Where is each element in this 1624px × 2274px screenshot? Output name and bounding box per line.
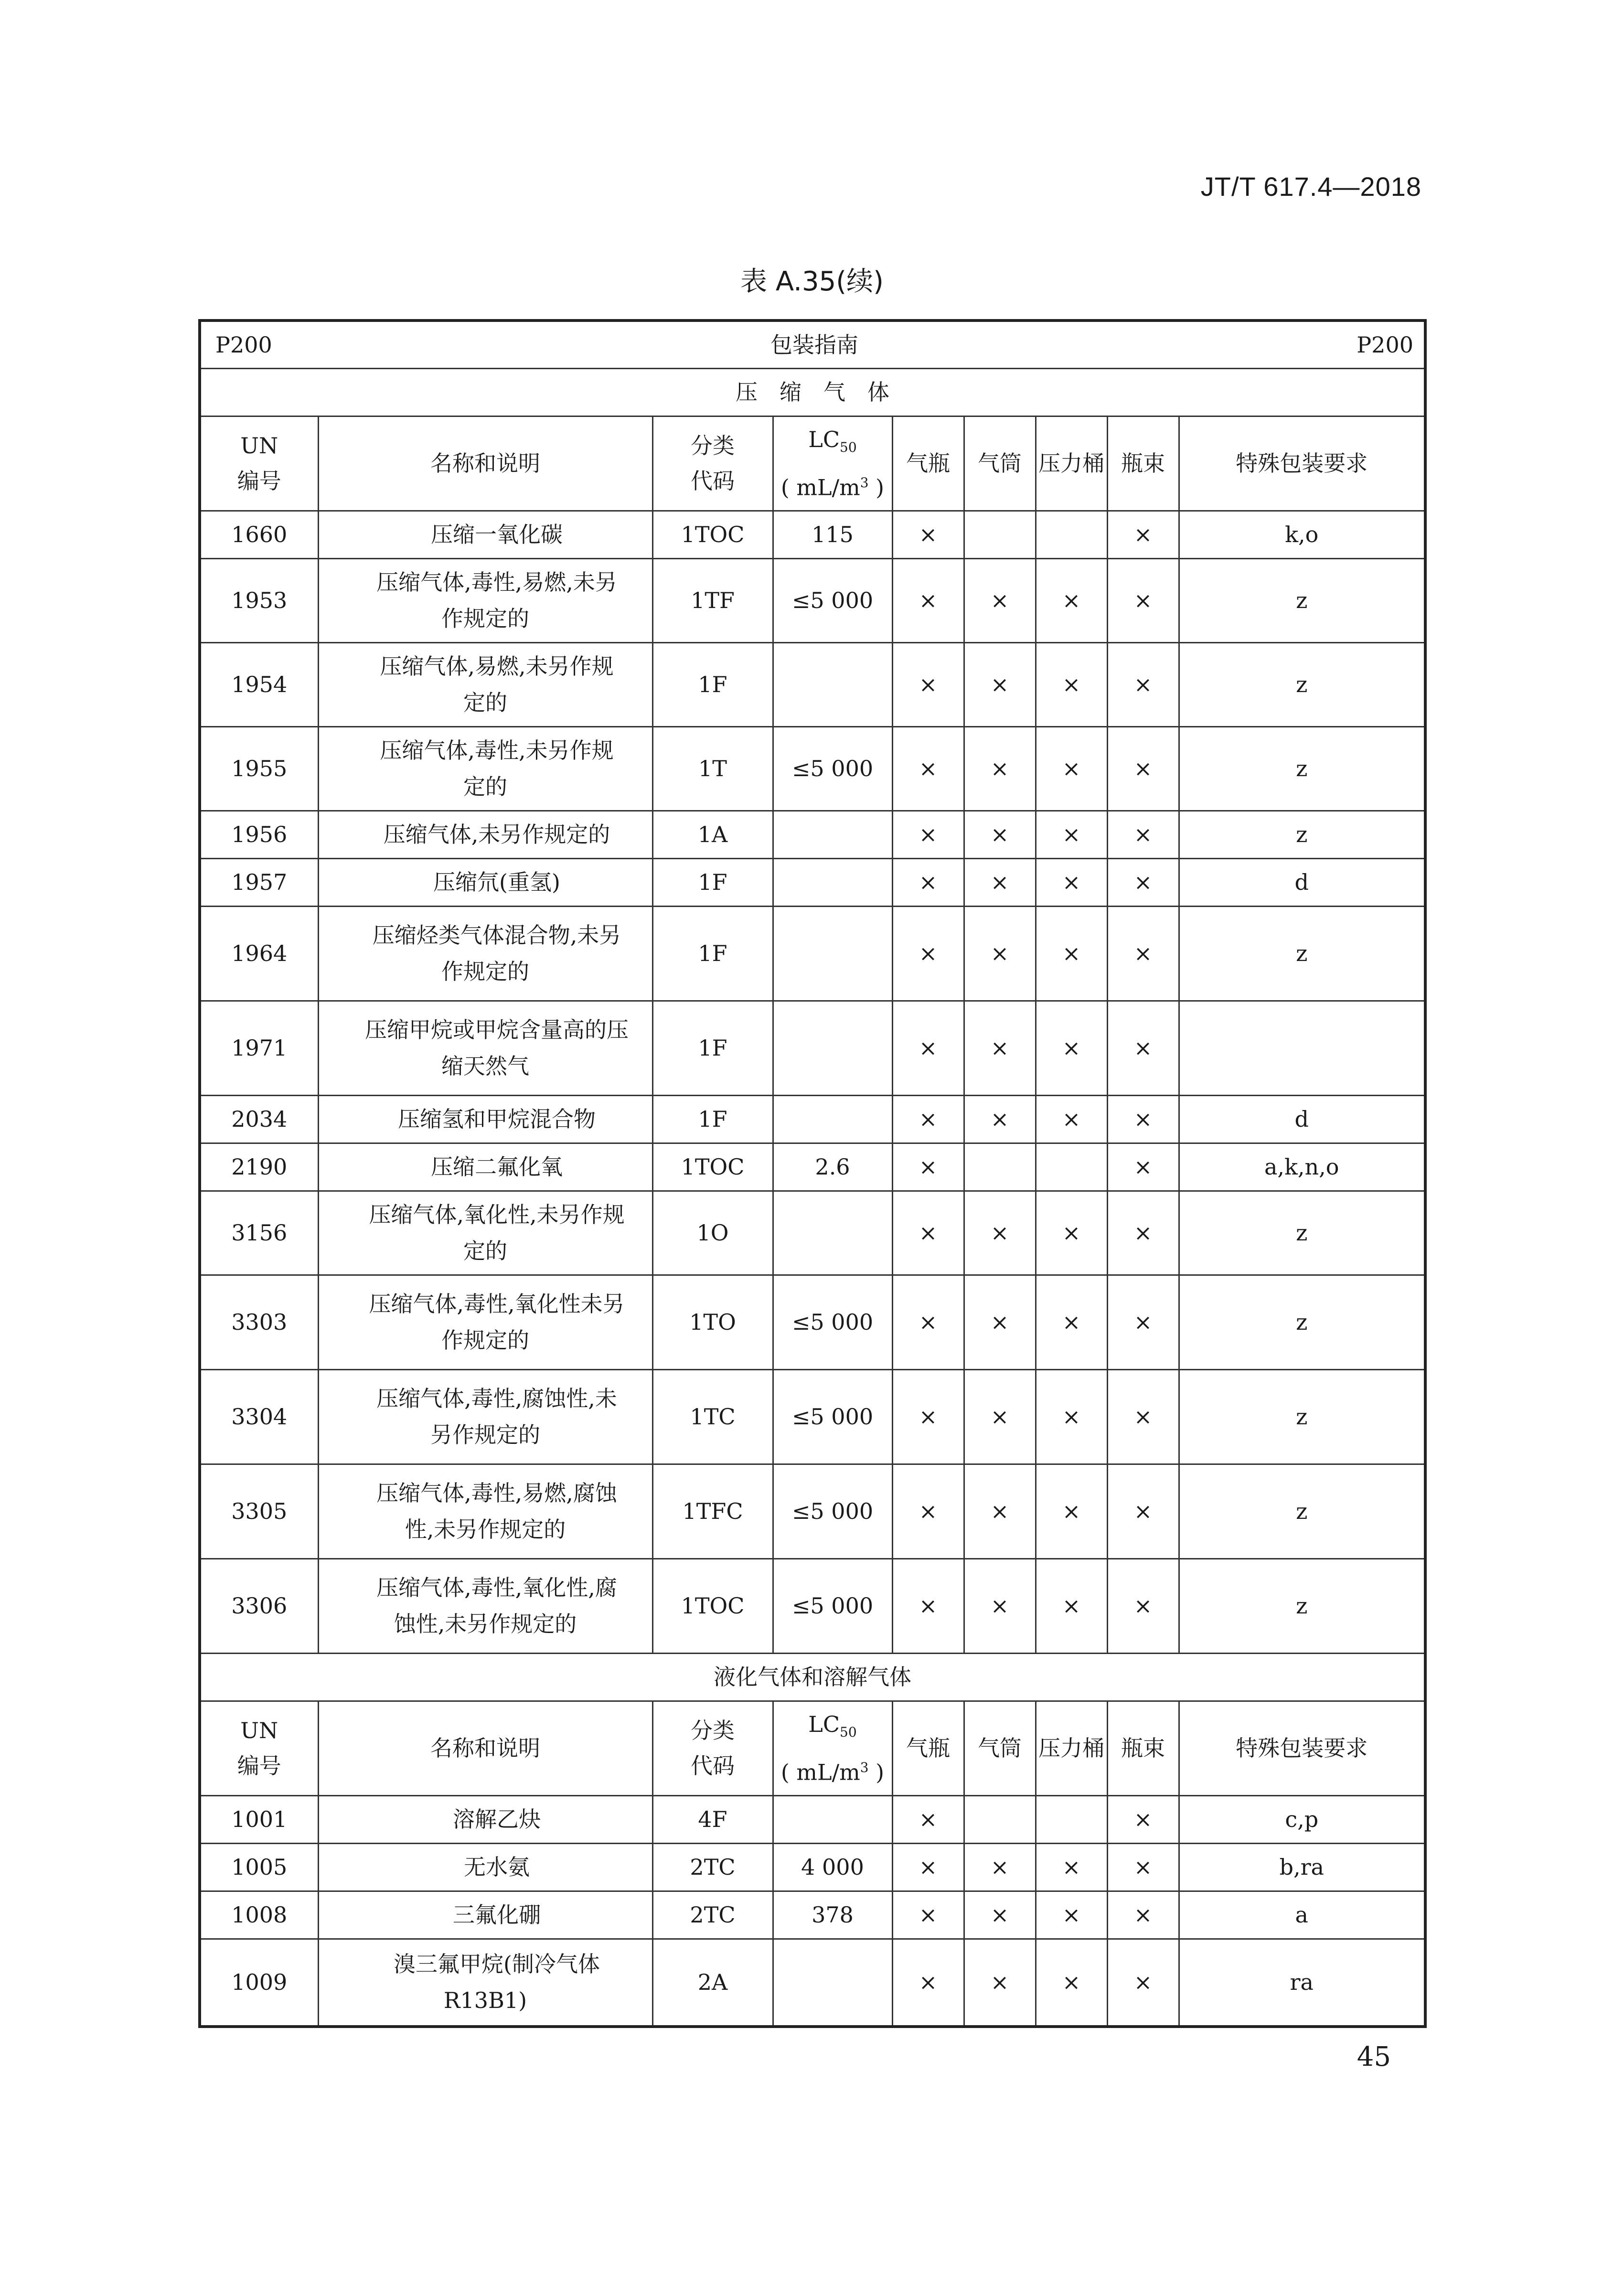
cell-class-code: 1A bbox=[652, 811, 773, 858]
cell-tube: × bbox=[964, 558, 1036, 642]
cell-bundle: × bbox=[1107, 1795, 1179, 1843]
cell-bundle: × bbox=[1107, 811, 1179, 858]
cell-name bbox=[318, 906, 652, 1001]
cell-class-code: 4F bbox=[652, 1795, 773, 1843]
cell-lc50: 115 bbox=[773, 511, 892, 558]
cell-special-requirements: z bbox=[1179, 906, 1425, 1001]
col-header-class-line2: 代码 bbox=[691, 1753, 735, 1779]
col-header-class-code bbox=[652, 1701, 773, 1795]
section-title: 压 缩 气 体 bbox=[200, 368, 1425, 416]
lc-unit-post: ) bbox=[868, 1759, 885, 1785]
table-row bbox=[200, 1795, 1425, 1843]
cell-class-code: 1T bbox=[652, 726, 773, 811]
header-right-code: P200 bbox=[1357, 331, 1413, 358]
cell-special-requirements: z bbox=[1179, 1369, 1425, 1464]
cell-name-line: 压缩气体,毒性,未另作规 bbox=[380, 737, 614, 763]
cell-lc50 bbox=[773, 642, 892, 726]
cell-cylinder: × bbox=[892, 858, 964, 906]
cell-name-line: 压缩二氟化氧 bbox=[431, 1154, 563, 1180]
table-row bbox=[200, 1939, 1425, 2027]
col-header-class-line1: 分类 bbox=[691, 1718, 735, 1743]
cell-tube: × bbox=[964, 858, 1036, 906]
col-header-name: 名称和说明 bbox=[318, 416, 652, 511]
cell-lc50: ≤5 000 bbox=[773, 1369, 892, 1464]
cell-special-requirements: z bbox=[1179, 811, 1425, 858]
col-header-name: 名称和说明 bbox=[318, 1701, 652, 1795]
cell-lc50 bbox=[773, 1795, 892, 1843]
cell-special-requirements: b,ra bbox=[1179, 1843, 1425, 1891]
cell-name-line: 溴三氟甲烷(制冷气体 bbox=[394, 1951, 600, 1977]
col-header-lc50-unit bbox=[778, 465, 888, 505]
header-title: 包装指南 bbox=[770, 331, 858, 358]
cell-un-number: 1964 bbox=[200, 906, 318, 1001]
cell-pressure-drum bbox=[1036, 1795, 1107, 1843]
cell-cylinder: × bbox=[892, 1095, 964, 1143]
table-row bbox=[200, 1095, 1425, 1143]
cell-cylinder: × bbox=[892, 1464, 964, 1559]
cell-tube bbox=[964, 1795, 1036, 1843]
col-header-lc50-line1 bbox=[778, 422, 888, 465]
cell-pressure-drum: × bbox=[1036, 1275, 1107, 1369]
table-body bbox=[200, 320, 1425, 2027]
cell-special-requirements: z bbox=[1179, 1191, 1425, 1275]
cell-cylinder: × bbox=[892, 1891, 964, 1939]
cell-cylinder: × bbox=[892, 1795, 964, 1843]
col-header-tube: 气筒 bbox=[964, 416, 1036, 511]
lc-main: LC bbox=[808, 426, 840, 452]
cell-special-requirements bbox=[1179, 1001, 1425, 1095]
cell-name-line: 蚀性,未另作规定的 bbox=[394, 1611, 577, 1637]
col-header-cylinder: 气瓶 bbox=[892, 416, 964, 511]
cell-cylinder: × bbox=[892, 1843, 964, 1891]
cell-name bbox=[318, 642, 652, 726]
lc-unit-sup: 3 bbox=[860, 474, 869, 491]
cell-tube: × bbox=[964, 726, 1036, 811]
cell-name-line: 三氟化硼 bbox=[453, 1902, 541, 1928]
cell-class-code: 1TC bbox=[652, 1369, 773, 1464]
cell-tube: × bbox=[964, 1559, 1036, 1653]
packing-instruction-table bbox=[198, 319, 1427, 2028]
cell-un-number: 1008 bbox=[200, 1891, 318, 1939]
cell-name-line: 压缩气体,毒性,氧化性,腐 bbox=[376, 1575, 617, 1601]
cell-name-line: 另作规定的 bbox=[430, 1422, 540, 1448]
cell-name-line: 压缩气体,氧化性,未另作规 bbox=[369, 1202, 625, 1228]
cell-bundle: × bbox=[1107, 1891, 1179, 1939]
cell-bundle: × bbox=[1107, 1143, 1179, 1191]
cell-class-code: 1F bbox=[652, 1095, 773, 1143]
cell-lc50: ≤5 000 bbox=[773, 1559, 892, 1653]
col-header-lc50 bbox=[773, 1701, 892, 1795]
col-header-lc50-unit bbox=[778, 1750, 888, 1790]
cell-class-code: 1TOC bbox=[652, 1143, 773, 1191]
cell-lc50 bbox=[773, 811, 892, 858]
header-left-code: P200 bbox=[215, 331, 272, 358]
cell-name-line: 压缩气体,毒性,易燃,腐蚀 bbox=[376, 1480, 617, 1506]
cell-name-line: 压缩气体,毒性,易燃,未另 bbox=[376, 569, 617, 595]
col-header-special: 特殊包装要求 bbox=[1179, 416, 1425, 511]
column-header-row bbox=[200, 1701, 1425, 1795]
cell-name-line: 压缩气体,毒性,氧化性未另 bbox=[369, 1291, 625, 1317]
cell-tube bbox=[964, 1143, 1036, 1191]
col-header-class-line1: 分类 bbox=[691, 433, 735, 459]
cell-un-number: 3305 bbox=[200, 1464, 318, 1559]
cell-tube: × bbox=[964, 1891, 1036, 1939]
cell-name bbox=[318, 726, 652, 811]
cell-cylinder: × bbox=[892, 1939, 964, 2027]
document-code: JT/T 617.4—2018 bbox=[1200, 171, 1421, 202]
section-title: 液化气体和溶解气体 bbox=[200, 1653, 1425, 1701]
col-header-bundle: 瓶束 bbox=[1107, 1701, 1179, 1795]
cell-name bbox=[318, 1001, 652, 1095]
cell-special-requirements: d bbox=[1179, 1095, 1425, 1143]
cell-name-line: 定的 bbox=[463, 774, 507, 800]
cell-bundle: × bbox=[1107, 1464, 1179, 1559]
cell-un-number: 3156 bbox=[200, 1191, 318, 1275]
cell-tube: × bbox=[964, 1939, 1036, 2027]
cell-class-code: 1F bbox=[652, 906, 773, 1001]
cell-pressure-drum: × bbox=[1036, 811, 1107, 858]
lc-subscript: 50 bbox=[840, 439, 857, 455]
cell-un-number: 1955 bbox=[200, 726, 318, 811]
cell-un-number: 2034 bbox=[200, 1095, 318, 1143]
cell-name-line: 作规定的 bbox=[441, 959, 529, 984]
cell-name-line: 压缩气体,未另作规定的 bbox=[383, 822, 610, 847]
cell-tube bbox=[964, 511, 1036, 558]
cell-name bbox=[318, 1191, 652, 1275]
cell-cylinder: × bbox=[892, 558, 964, 642]
cell-class-code: 1TOC bbox=[652, 511, 773, 558]
cell-lc50 bbox=[773, 1191, 892, 1275]
cell-name-line: 溶解乙炔 bbox=[453, 1806, 541, 1832]
cell-lc50 bbox=[773, 858, 892, 906]
col-header-un-line2: 编号 bbox=[237, 468, 281, 494]
table-row bbox=[200, 1843, 1425, 1891]
cell-class-code: 1TOC bbox=[652, 1559, 773, 1653]
lc-unit-pre: ( mL/m bbox=[780, 1759, 860, 1785]
cell-bundle: × bbox=[1107, 726, 1179, 811]
cell-name-line: 压缩气体,毒性,腐蚀性,未 bbox=[376, 1386, 617, 1411]
cell-tube: × bbox=[964, 1843, 1036, 1891]
cell-lc50 bbox=[773, 1939, 892, 2027]
cell-lc50: 2.6 bbox=[773, 1143, 892, 1191]
cell-class-code: 1TFC bbox=[652, 1464, 773, 1559]
cell-lc50 bbox=[773, 1001, 892, 1095]
cell-un-number: 3304 bbox=[200, 1369, 318, 1464]
table-row bbox=[200, 1143, 1425, 1191]
cell-pressure-drum: × bbox=[1036, 1843, 1107, 1891]
cell-name-line: 性,未另作规定的 bbox=[405, 1516, 566, 1542]
cell-pressure-drum: × bbox=[1036, 1464, 1107, 1559]
table-row bbox=[200, 1464, 1425, 1559]
cell-pressure-drum: × bbox=[1036, 1939, 1107, 2027]
packing-table-container bbox=[198, 319, 1424, 2028]
col-header-un bbox=[200, 416, 318, 511]
cell-un-number: 2190 bbox=[200, 1143, 318, 1191]
cell-special-requirements: z bbox=[1179, 642, 1425, 726]
cell-un-number: 1001 bbox=[200, 1795, 318, 1843]
cell-bundle: × bbox=[1107, 642, 1179, 726]
column-header-row bbox=[200, 416, 1425, 511]
cell-cylinder: × bbox=[892, 906, 964, 1001]
table-row bbox=[200, 1891, 1425, 1939]
cell-lc50 bbox=[773, 1095, 892, 1143]
cell-un-number: 1953 bbox=[200, 558, 318, 642]
cell-bundle: × bbox=[1107, 1001, 1179, 1095]
lc-unit-sup: 3 bbox=[860, 1759, 869, 1775]
cell-name bbox=[318, 858, 652, 906]
cell-lc50: ≤5 000 bbox=[773, 558, 892, 642]
cell-lc50: 4 000 bbox=[773, 1843, 892, 1891]
cell-cylinder: × bbox=[892, 726, 964, 811]
cell-name bbox=[318, 1369, 652, 1464]
cell-tube: × bbox=[964, 1095, 1036, 1143]
cell-bundle: × bbox=[1107, 558, 1179, 642]
table-row bbox=[200, 1191, 1425, 1275]
col-header-lc50-line1 bbox=[778, 1707, 888, 1750]
cell-lc50: ≤5 000 bbox=[773, 1464, 892, 1559]
cell-lc50: ≤5 000 bbox=[773, 1275, 892, 1369]
cell-tube: × bbox=[964, 1464, 1036, 1559]
cell-un-number: 1971 bbox=[200, 1001, 318, 1095]
table-row bbox=[200, 726, 1425, 811]
cell-name bbox=[318, 1939, 652, 2027]
cell-name bbox=[318, 558, 652, 642]
cell-class-code: 1F bbox=[652, 858, 773, 906]
col-header-lc50 bbox=[773, 416, 892, 511]
col-header-pressure-drum: 压力桶 bbox=[1036, 1701, 1107, 1795]
cell-tube: × bbox=[964, 1275, 1036, 1369]
cell-pressure-drum: × bbox=[1036, 1891, 1107, 1939]
cell-un-number: 1954 bbox=[200, 642, 318, 726]
lc-unit-pre: ( mL/m bbox=[780, 474, 860, 501]
cell-special-requirements: c,p bbox=[1179, 1795, 1425, 1843]
cell-pressure-drum: × bbox=[1036, 1559, 1107, 1653]
table-row bbox=[200, 1559, 1425, 1653]
lc-main: LC bbox=[808, 1711, 840, 1737]
cell-bundle: × bbox=[1107, 511, 1179, 558]
cell-tube: × bbox=[964, 1191, 1036, 1275]
cell-special-requirements: ra bbox=[1179, 1939, 1425, 2027]
cell-pressure-drum: × bbox=[1036, 558, 1107, 642]
cell-class-code: 1TO bbox=[652, 1275, 773, 1369]
cell-pressure-drum: × bbox=[1036, 726, 1107, 811]
lc-subscript: 50 bbox=[840, 1724, 857, 1740]
page-number: 45 bbox=[1357, 2041, 1391, 2072]
col-header-pressure-drum: 压力桶 bbox=[1036, 416, 1107, 511]
cell-bundle: × bbox=[1107, 1275, 1179, 1369]
cell-tube: × bbox=[964, 1001, 1036, 1095]
cell-name-line: 缩天然气 bbox=[441, 1053, 529, 1079]
cell-name bbox=[318, 1275, 652, 1369]
col-header-tube: 气筒 bbox=[964, 1701, 1036, 1795]
cell-name bbox=[318, 1095, 652, 1143]
table-row bbox=[200, 906, 1425, 1001]
cell-name bbox=[318, 811, 652, 858]
cell-pressure-drum: × bbox=[1036, 1369, 1107, 1464]
cell-name bbox=[318, 1559, 652, 1653]
col-header-special: 特殊包装要求 bbox=[1179, 1701, 1425, 1795]
table-row bbox=[200, 558, 1425, 642]
cell-pressure-drum: × bbox=[1036, 642, 1107, 726]
cell-bundle: × bbox=[1107, 1939, 1179, 2027]
table-row bbox=[200, 511, 1425, 558]
cell-pressure-drum: × bbox=[1036, 1191, 1107, 1275]
col-header-un-line1: UN bbox=[240, 433, 278, 459]
cell-name bbox=[318, 1795, 652, 1843]
cell-tube: × bbox=[964, 1369, 1036, 1464]
cell-cylinder: × bbox=[892, 1559, 964, 1653]
cell-class-code: 1F bbox=[652, 1001, 773, 1095]
cell-class-code: 2A bbox=[652, 1939, 773, 2027]
cell-name-line: 作规定的 bbox=[441, 1327, 529, 1353]
cell-cylinder: × bbox=[892, 1369, 964, 1464]
cell-un-number: 1957 bbox=[200, 858, 318, 906]
cell-class-code: 1F bbox=[652, 642, 773, 726]
cell-un-number: 1660 bbox=[200, 511, 318, 558]
cell-lc50: ≤5 000 bbox=[773, 726, 892, 811]
cell-bundle: × bbox=[1107, 1095, 1179, 1143]
cell-pressure-drum bbox=[1036, 1143, 1107, 1191]
cell-cylinder: × bbox=[892, 642, 964, 726]
table-row bbox=[200, 811, 1425, 858]
table-title: 表 A.35(续) bbox=[740, 266, 884, 297]
section-title-row bbox=[200, 1653, 1425, 1701]
cell-cylinder: × bbox=[892, 1275, 964, 1369]
cell-name-line: 压缩氢和甲烷混合物 bbox=[398, 1106, 596, 1132]
cell-cylinder: × bbox=[892, 811, 964, 858]
cell-pressure-drum bbox=[1036, 511, 1107, 558]
cell-name bbox=[318, 1891, 652, 1939]
cell-name-line: 压缩甲烷或甲烷含量高的压 bbox=[365, 1017, 629, 1043]
cell-name-line: 作规定的 bbox=[441, 606, 529, 631]
cell-class-code: 2TC bbox=[652, 1843, 773, 1891]
col-header-class-code bbox=[652, 416, 773, 511]
cell-special-requirements: z bbox=[1179, 558, 1425, 642]
cell-class-code: 1O bbox=[652, 1191, 773, 1275]
cell-special-requirements: d bbox=[1179, 858, 1425, 906]
cell-name-line: 压缩氘(重氢) bbox=[433, 869, 560, 895]
table-row bbox=[200, 1001, 1425, 1095]
cell-tube: × bbox=[964, 906, 1036, 1001]
cell-cylinder: × bbox=[892, 511, 964, 558]
col-header-bundle: 瓶束 bbox=[1107, 416, 1179, 511]
cell-bundle: × bbox=[1107, 1369, 1179, 1464]
cell-special-requirements: z bbox=[1179, 1559, 1425, 1653]
cell-un-number: 3306 bbox=[200, 1559, 318, 1653]
cell-name-line: 压缩气体,易燃,未另作规 bbox=[380, 653, 614, 679]
section-title-row bbox=[200, 368, 1425, 416]
col-header-class-line2: 代码 bbox=[691, 468, 735, 494]
lc-unit-post: ) bbox=[868, 474, 885, 501]
table-row bbox=[200, 858, 1425, 906]
cell-pressure-drum: × bbox=[1036, 1001, 1107, 1095]
table-row bbox=[200, 1275, 1425, 1369]
cell-name-line: 压缩烃类气体混合物,未另 bbox=[372, 922, 621, 948]
col-header-un-line1: UN bbox=[240, 1718, 278, 1743]
cell-bundle: × bbox=[1107, 1191, 1179, 1275]
cell-pressure-drum: × bbox=[1036, 858, 1107, 906]
cell-name bbox=[318, 511, 652, 558]
cell-class-code: 2TC bbox=[652, 1891, 773, 1939]
cell-name-line: R13B1) bbox=[443, 1987, 527, 2014]
cell-bundle: × bbox=[1107, 1559, 1179, 1653]
cell-un-number: 1005 bbox=[200, 1843, 318, 1891]
cell-special-requirements: z bbox=[1179, 1275, 1425, 1369]
cell-pressure-drum: × bbox=[1036, 906, 1107, 1001]
cell-cylinder: × bbox=[892, 1191, 964, 1275]
cell-name-line: 定的 bbox=[463, 1238, 507, 1264]
cell-special-requirements: k,o bbox=[1179, 511, 1425, 558]
cell-cylinder: × bbox=[892, 1143, 964, 1191]
cell-un-number: 3303 bbox=[200, 1275, 318, 1369]
cell-name-line: 定的 bbox=[463, 690, 507, 715]
table-row bbox=[200, 642, 1425, 726]
cell-un-number: 1956 bbox=[200, 811, 318, 858]
col-header-un-line2: 编号 bbox=[237, 1753, 281, 1779]
cell-lc50: 378 bbox=[773, 1891, 892, 1939]
cell-bundle: × bbox=[1107, 1843, 1179, 1891]
cell-tube: × bbox=[964, 642, 1036, 726]
cell-lc50 bbox=[773, 906, 892, 1001]
cell-name-line: 压缩一氧化碳 bbox=[431, 522, 563, 547]
cell-special-requirements: a,k,n,o bbox=[1179, 1143, 1425, 1191]
col-header-cylinder: 气瓶 bbox=[892, 1701, 964, 1795]
cell-cylinder: × bbox=[892, 1001, 964, 1095]
table-row bbox=[200, 1369, 1425, 1464]
cell-class-code: 1TF bbox=[652, 558, 773, 642]
cell-special-requirements: z bbox=[1179, 1464, 1425, 1559]
cell-bundle: × bbox=[1107, 906, 1179, 1001]
cell-name bbox=[318, 1843, 652, 1891]
cell-name bbox=[318, 1464, 652, 1559]
cell-pressure-drum: × bbox=[1036, 1095, 1107, 1143]
packing-header-row bbox=[200, 320, 1425, 368]
cell-special-requirements: a bbox=[1179, 1891, 1425, 1939]
cell-special-requirements: z bbox=[1179, 726, 1425, 811]
cell-tube: × bbox=[964, 811, 1036, 858]
cell-name-line: 无水氨 bbox=[464, 1854, 530, 1880]
cell-bundle: × bbox=[1107, 858, 1179, 906]
cell-name bbox=[318, 1143, 652, 1191]
cell-un-number: 1009 bbox=[200, 1939, 318, 2027]
col-header-un bbox=[200, 1701, 318, 1795]
